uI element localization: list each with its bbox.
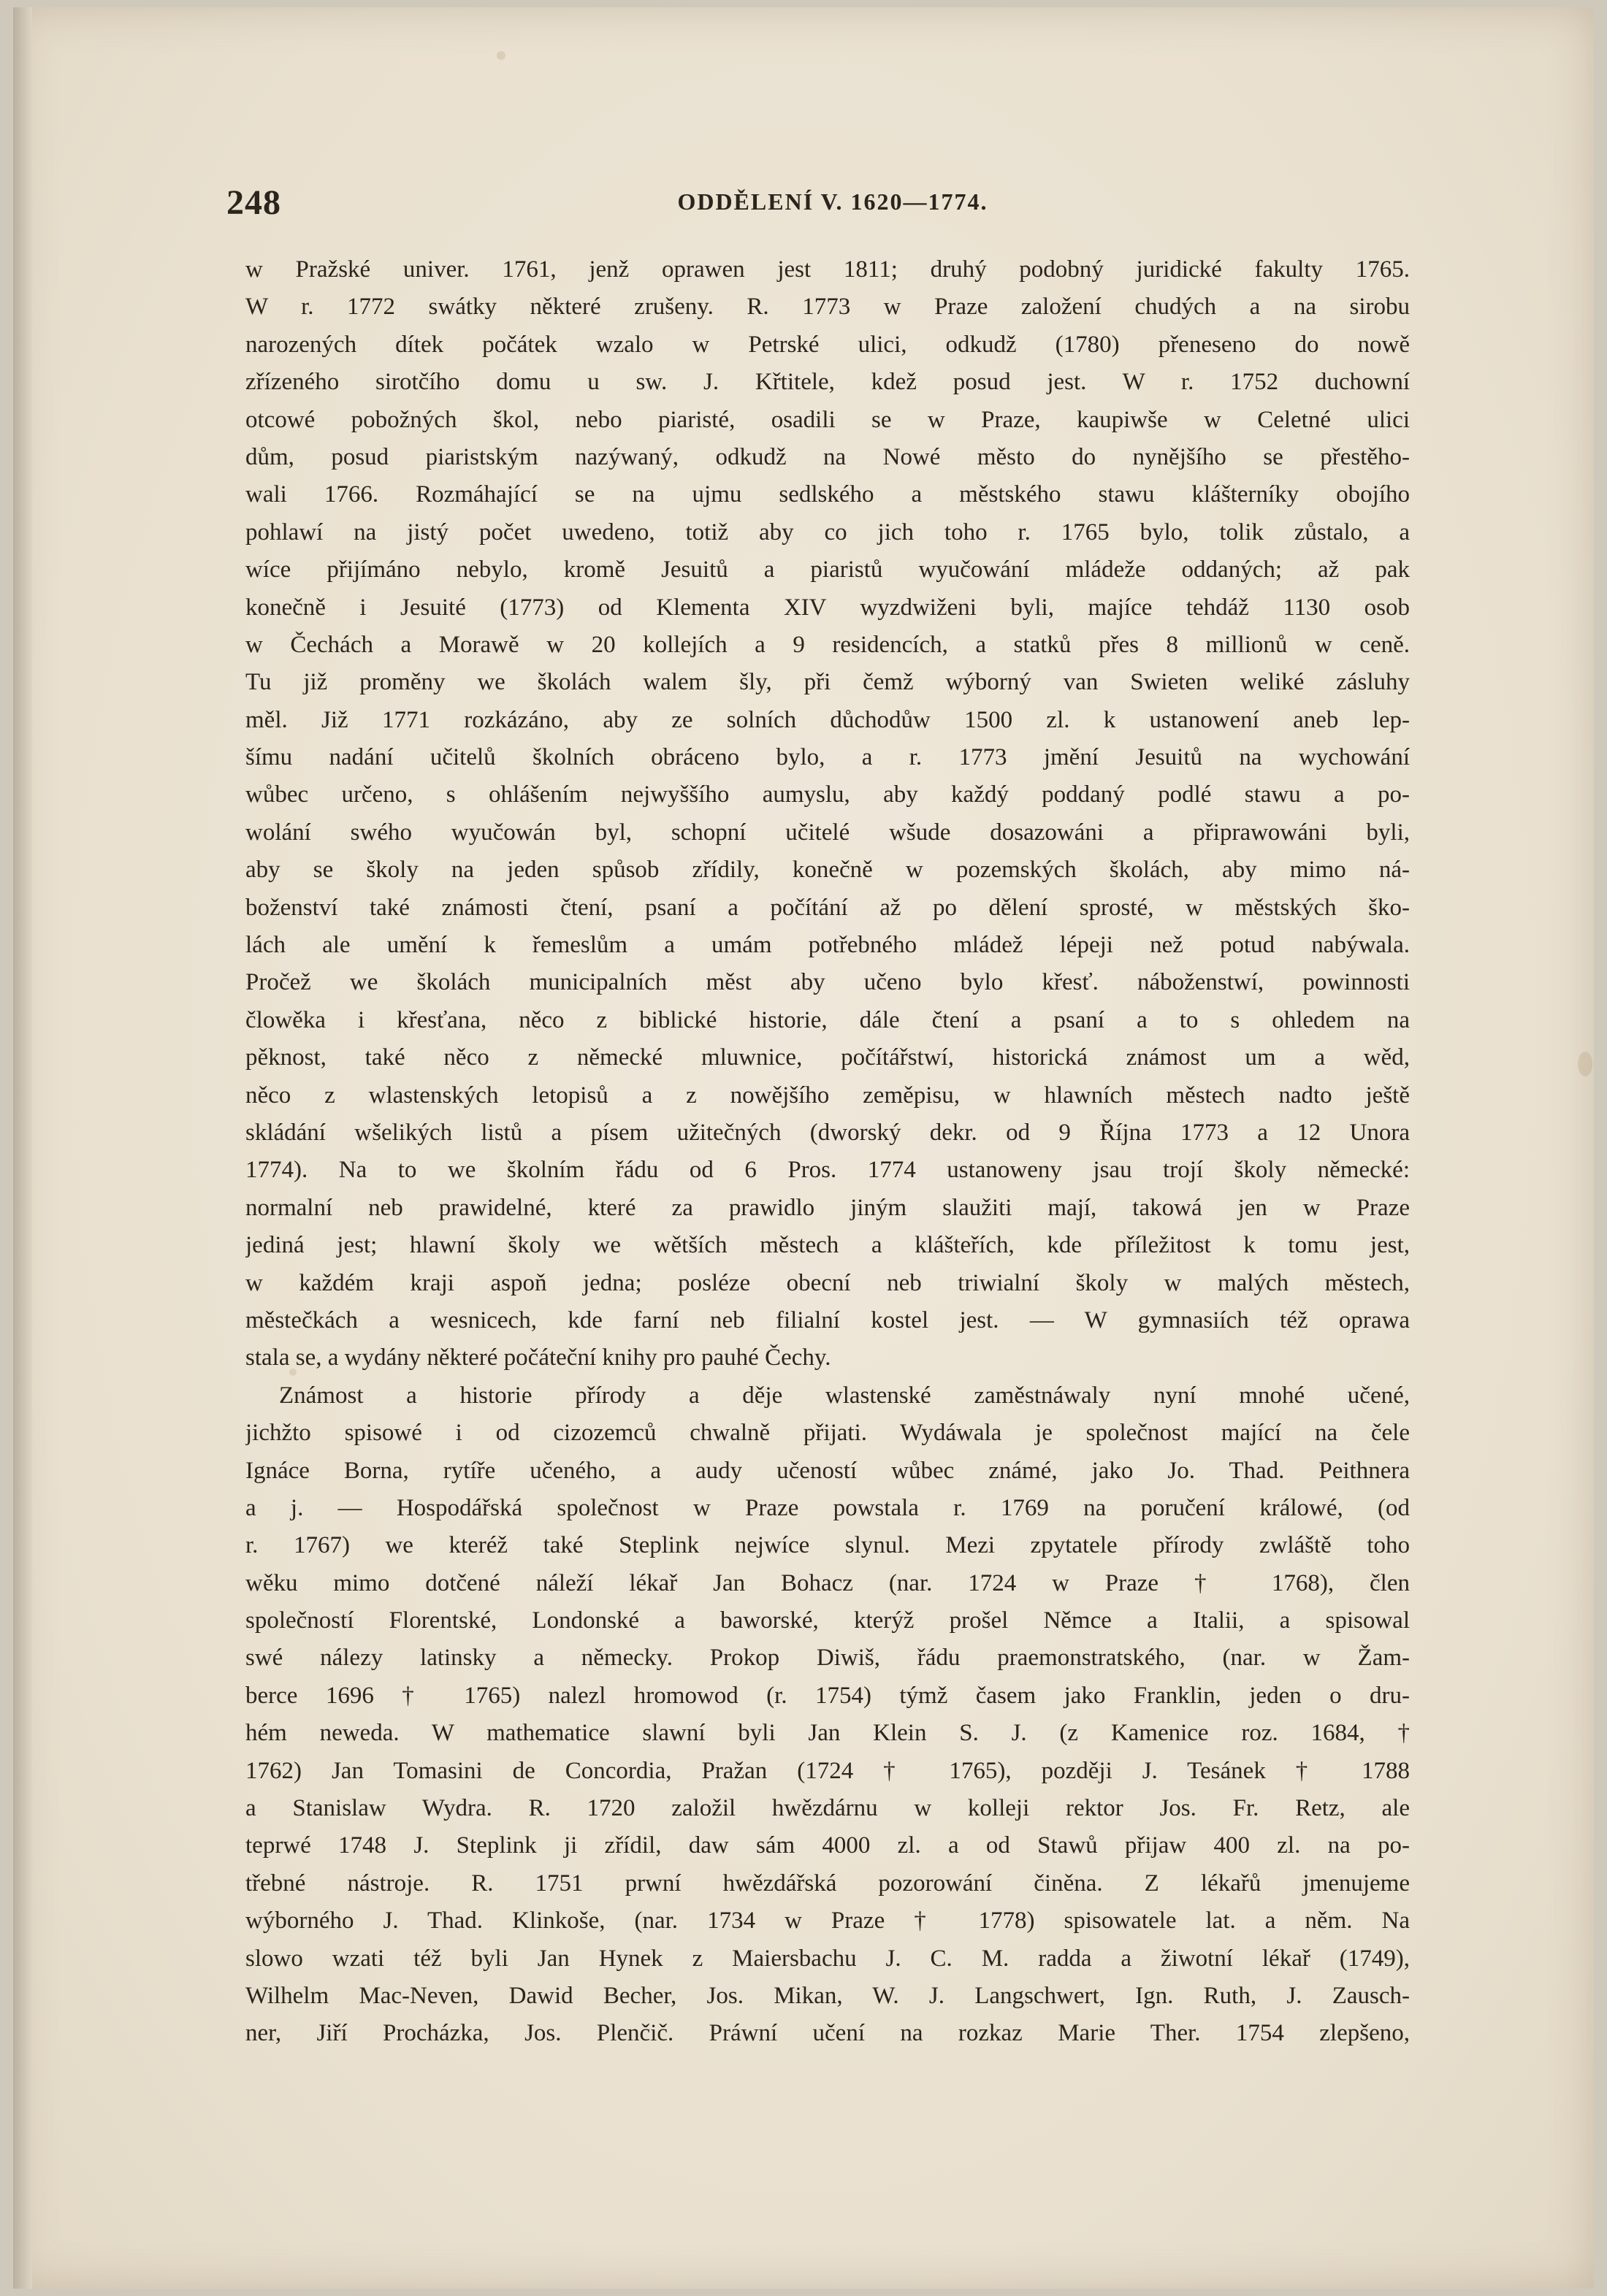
text-line: a j. — Hospodářská společnost w Praze powstala r. 1769 na poručení králowé, (od	[245, 1494, 1410, 1521]
text-line: narozených dítek počátek wzalo w Petrské ulici, odkudž (1780) přeneseno do nowě	[245, 331, 1410, 358]
paper-stain	[1578, 1052, 1592, 1076]
text-line: wýborného J. Thad. Klinkoše, (nar. 1734 w Praze † 1778) spisowatele lat. a něm. Na	[245, 1907, 1410, 1935]
page-spine-shadow	[13, 7, 32, 2289]
text-line: zřízeného sirotčího domu u sw. J. Křtitele, kdež posud jest. W r. 1752 duchowní	[245, 369, 1410, 396]
text-line: jichžto spisowé i od cizozemců chwalně přijati. Wydáwala je společnost mající na čele	[245, 1420, 1410, 1447]
text-line: Ignáce Borna, rytíře učeného, a audy učeností wůbec známé, jako Jo. Thad. Peithnera	[245, 1457, 1410, 1484]
text-line: skládání wšelikých listů a písem užitečných (dworský dekr. od 9 Října 1773 a 12 Unora	[245, 1119, 1410, 1146]
running-title: ODDĚLENÍ V. 1620—1774.	[677, 188, 988, 215]
text-line: w Čechách a Morawě w 20 kollejích a 9 residencích, a statků přes 8 millionů w ceně.	[245, 631, 1410, 658]
text-line: Pročež we školách municipalních měst aby učeno bylo křesť. náboženstwí, powinnosti	[245, 969, 1410, 996]
text-line: dům, posud piaristským nazýwaný, odkudž na Nowé město do nynějšího se přestěho-	[245, 443, 1410, 470]
text-line: 1774). Na to we školním řádu od 6 Pros. 1774 ustanoweny jsau trojí školy německé:	[245, 1157, 1410, 1184]
text-line: W r. 1772 swátky některé zrušeny. R. 1773 w Praze založení chudých a na sirobu	[245, 294, 1410, 321]
text-line: wíce přijímáno nebylo, kromě Jesuitů a piaristů wyučowání mládeže oddaných; až pak	[245, 556, 1410, 583]
text-line: hém neweda. W mathematice slawní byli Jan Klein S. J. (z Kamenice roz. 1684, †	[245, 1720, 1410, 1747]
text-line: pěknost, také něco z německé mluwnice, počítářstwí, historická známost um a wěd,	[245, 1044, 1410, 1071]
text-line: otcowé pobožných škol, nebo piaristé, osadili se w Praze, kaupiwše w Celetné ulici	[245, 406, 1410, 433]
text-line: konečně i Jesuité (1773) od Klementa XIV wyzdwiženi byli, majíce tehdáž 1130 osob	[245, 594, 1410, 621]
text-line: wolání swého wyučowán byl, schopní učitelé wšude dosazowáni a připrawowáni byli,	[245, 819, 1410, 846]
text-body	[245, 251, 1410, 2053]
paper-stain	[497, 51, 505, 60]
text-line: r. 1767) we kteréž také Steplink nejwíce slynul. Mezi zpytatele přírody zwláště toho	[245, 1532, 1410, 1559]
text-line: měl. Již 1771 rozkázáno, aby ze solních důchodůw 1500 zl. k ustanowení aneb lep-	[245, 706, 1410, 733]
text-line: wůbec určeno, s ohlášením nejwyššího aumyslu, aby každý poddaný podlé stawu a po-	[245, 781, 1410, 808]
text-line: slowo wzati též byli Jan Hynek z Maiersbachu J. C. M. radda a žiwotní lékař (1749),	[245, 1945, 1410, 1972]
text-line: normalní neb prawidelné, které za prawidlo jiným slaužiti mají, takowá jen w Praze	[245, 1194, 1410, 1221]
text-line: berce 1696 † 1765) nalezl hromowod (r. 1754) týmž časem jako Franklin, jeden o dru-	[245, 1682, 1410, 1709]
page-header	[226, 183, 1439, 226]
text-line: stala se, a wydány některé počáteční knihy pro pauhé Čechy.	[245, 1344, 831, 1371]
text-line: ner, Jiří Procházka, Jos. Plenčič. Práwní učení na rozkaz Marie Ther. 1754 zlepšeno,	[245, 2020, 1410, 2047]
text-line: společností Florentské, Londonské a baworské, kterýž prošel Němce a Italii, a spisowal	[245, 1607, 1410, 1634]
text-line: šímu nadání učitelů školních obráceno bylo, a r. 1773 jmění Jesuitů na wychowání	[245, 744, 1410, 771]
text-line: aby se školy na jeden spůsob zřídily, konečně w pozemských školách, aby mimo ná-	[245, 857, 1410, 884]
text-line: w Pražské univer. 1761, jenž oprawen jest 1811; druhý podobný juridické fakulty 1765.	[245, 256, 1410, 283]
text-line: teprwé 1748 J. Steplink ji zřídil, daw sám 4000 zl. a od Stawů přijaw 400 zl. na po-	[245, 1832, 1410, 1859]
text-line: boženství také známosti čtení, psaní a počítání až po dělení sprosté, w městských ško-	[245, 894, 1410, 921]
text-line: swé nálezy latinsky a německy. Prokop Diwiš, řádu praemonstratského, (nar. w Žam-	[245, 1645, 1410, 1672]
text-line: w každém kraji aspoň jedna; posléze obecní neb triwialní školy w malých městech,	[245, 1269, 1410, 1296]
text-line: Tu již proměny we školách walem šly, při čemž wýborný van Swieten weliké zásluhy	[245, 669, 1410, 696]
text-line: něco z wlastenských letopisů a z nowějšího zeměpisu, w hlawních městech nadto ještě	[245, 1082, 1410, 1109]
text-line: a Stanislaw Wydra. R. 1720 založil hwězdárnu w kolleji rektor Jos. Fr. Retz, ale	[245, 1795, 1410, 1822]
text-line: lách ale umění k řemeslům a umám potřebného mládež lépeji než potud nabýwala.	[245, 932, 1410, 959]
text-line: třebné nástroje. R. 1751 prwní hwězdářská pozorowání činěna. Z lékařů jmenujeme	[245, 1870, 1410, 1897]
text-line: pohlawí na jistý počet uwedeno, totiž aby co jich toho r. 1765 bylo, tolik zůstalo, a	[245, 518, 1410, 546]
text-line: wali 1766. Rozmáhající se na ujmu sedlského a městského stawu klášterníky obojího	[245, 481, 1410, 508]
book-page	[13, 7, 1594, 2289]
text-line: wěku mimo dotčené náleží lékař Jan Bohacz (nar. 1724 w Praze † 1768), člen	[245, 1569, 1410, 1596]
text-line: Známost a historie přírody a děje wlastenské zaměstnáwaly nyní mnohé učené,	[279, 1382, 1410, 1409]
page-number: 248	[226, 183, 281, 222]
text-line: městečkách a wesnicech, kde farní neb filialní kostel jest. — W gymnasiích též oprawa	[245, 1306, 1410, 1333]
text-line: jediná jest; hlawní školy we wětších městech a klášteřích, kde příležitost k tomu jest,	[245, 1232, 1410, 1259]
text-line: 1762) Jan Tomasini de Concordia, Pražan (1724 † 1765), později J. Tesánek † 1788	[245, 1757, 1410, 1784]
text-line: člowěka i křesťana, něco z biblické historie, dále čtení a psaní a to s ohledem na	[245, 1006, 1410, 1033]
text-line: Wilhelm Mac-Neven, Dawid Becher, Jos. Mikan, W. J. Langschwert, Ign. Ruth, J. Zausch-	[245, 1982, 1410, 2009]
